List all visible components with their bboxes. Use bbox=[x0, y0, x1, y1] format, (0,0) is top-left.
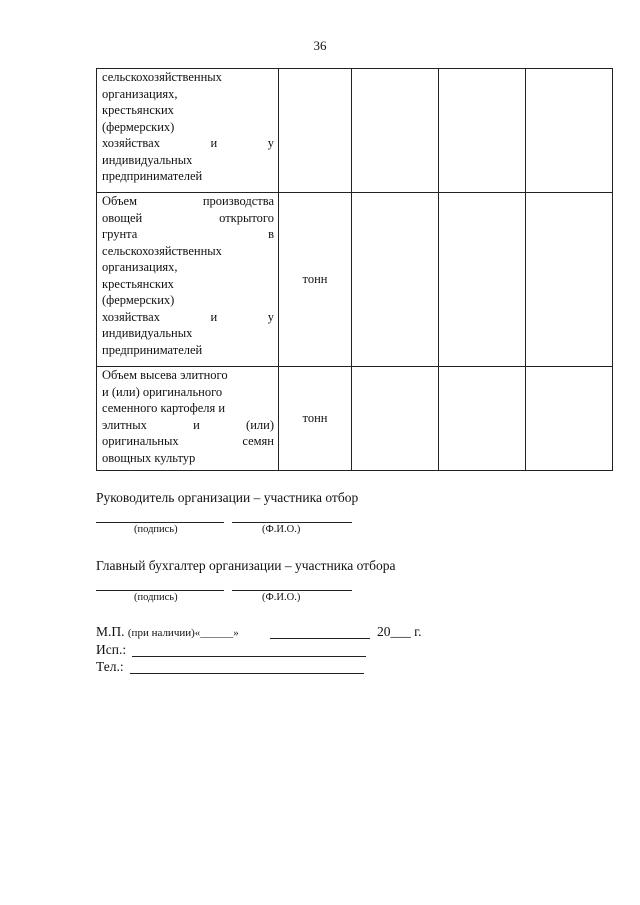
table-row bbox=[97, 193, 613, 367]
indicator-name-word: открытого bbox=[219, 210, 274, 225]
year-prefix: 20 bbox=[377, 624, 391, 639]
date-open-quote: « bbox=[194, 627, 201, 639]
indicator-name-line: индивидуальных bbox=[102, 326, 193, 340]
value-cell[interactable] bbox=[352, 367, 439, 471]
tel-label: Тел.: bbox=[96, 659, 124, 674]
value-cell[interactable] bbox=[439, 69, 526, 193]
indicator-name-line: сельскохозяйственных bbox=[102, 70, 222, 84]
indicator-name-line bbox=[102, 210, 274, 227]
indicator-name-word: и bbox=[210, 309, 218, 324]
unit-cell: тонн bbox=[279, 193, 352, 367]
indicator-name-cell bbox=[97, 367, 279, 471]
indicator-name-word: оригинальных bbox=[102, 434, 179, 448]
indicator-name-line bbox=[102, 417, 274, 434]
mp-note: (при наличии) bbox=[127, 627, 195, 639]
head-name-hint: (Ф.И.О.) bbox=[262, 524, 301, 535]
date-day-blank[interactable]: ______ bbox=[200, 627, 234, 639]
accountant-name-line[interactable] bbox=[232, 590, 352, 591]
indicator-name-line bbox=[102, 309, 274, 326]
year-blank[interactable]: ___ bbox=[390, 624, 411, 639]
mp-label: М.П. bbox=[96, 624, 125, 639]
isp-label: Исп.: bbox=[96, 642, 127, 657]
indicator-name-word: в bbox=[268, 227, 274, 241]
indicator-name-line: крестьянских bbox=[102, 103, 174, 117]
accountant-name-hint: (Ф.И.О.) bbox=[262, 592, 301, 603]
indicator-name-line: Объем высева элитного bbox=[102, 368, 228, 382]
chief-accountant-title: Главный бухгалтер организации – участника отбора bbox=[96, 558, 396, 573]
date-close-quote: » bbox=[233, 627, 239, 639]
table-row bbox=[97, 367, 613, 471]
value-cell[interactable] bbox=[439, 367, 526, 471]
accountant-signature-line[interactable] bbox=[96, 590, 224, 591]
indicator-name-word: грунта bbox=[102, 227, 138, 241]
indicator-name-word: у bbox=[267, 136, 274, 150]
table-row bbox=[97, 69, 613, 193]
isp-line[interactable] bbox=[132, 656, 366, 657]
indicator-name-word: хозяйствах bbox=[102, 309, 160, 324]
year-field bbox=[377, 624, 422, 640]
indicator-name-line: (фермерских) bbox=[102, 293, 175, 307]
indicator-name-line bbox=[102, 193, 274, 210]
indicator-name-cell bbox=[97, 69, 279, 193]
accountant-signature-hint: (подпись) bbox=[134, 592, 178, 603]
unit-cell: тонн bbox=[279, 367, 352, 471]
indicator-name-word: и bbox=[210, 136, 218, 150]
indicator-name-line bbox=[102, 226, 274, 243]
indicator-name-line: индивидуальных bbox=[102, 152, 193, 167]
indicator-name-word: у bbox=[267, 309, 274, 324]
indicator-name-line: и (или) оригинального bbox=[102, 384, 223, 399]
tel-line[interactable] bbox=[130, 673, 364, 674]
value-cell[interactable] bbox=[526, 69, 613, 193]
value-cell[interactable] bbox=[526, 367, 613, 471]
page-number: 36 bbox=[313, 38, 327, 53]
indicator-name-word: хозяйствах bbox=[102, 136, 160, 150]
indicator-name-line bbox=[102, 135, 274, 152]
value-cell[interactable] bbox=[439, 193, 526, 367]
indicator-name-line: предпринимателей bbox=[102, 342, 203, 357]
indicator-name-line: сельскохозяйственных bbox=[102, 243, 222, 258]
indicator-name-line: крестьянских bbox=[102, 276, 174, 291]
indicator-name-line: овощных культур bbox=[102, 450, 196, 465]
value-cell[interactable] bbox=[352, 69, 439, 193]
value-cell[interactable] bbox=[352, 193, 439, 367]
indicator-name-line: организациях, bbox=[102, 260, 178, 274]
year-suffix: г. bbox=[414, 624, 422, 639]
indicator-name-line: организациях, bbox=[102, 86, 178, 101]
indicator-name-word: элитных bbox=[102, 417, 147, 432]
indicator-name-line: семенного картофеля и bbox=[102, 401, 226, 415]
indicator-name-word: Объем bbox=[102, 194, 137, 208]
head-name-line[interactable] bbox=[232, 522, 352, 523]
head-signature-line[interactable] bbox=[96, 522, 224, 523]
head-signature-title: Руководитель организации – участника отбор bbox=[96, 490, 359, 505]
indicator-name-word: овощей bbox=[102, 210, 143, 225]
value-cell[interactable] bbox=[526, 193, 613, 367]
indicator-name-line bbox=[102, 433, 274, 450]
data-table bbox=[96, 68, 613, 471]
indicator-name-cell bbox=[97, 193, 279, 367]
date-month-line[interactable] bbox=[270, 638, 370, 639]
indicator-name-word: семян bbox=[242, 434, 274, 448]
indicator-name-word: (или) bbox=[246, 417, 274, 432]
unit-cell bbox=[279, 69, 352, 193]
head-signature-hint: (подпись) bbox=[134, 524, 178, 535]
mp-date-row bbox=[96, 624, 239, 640]
indicator-name-line: предпринимателей bbox=[102, 169, 203, 183]
indicator-name-word: и bbox=[193, 417, 200, 432]
indicator-name-word: производства bbox=[202, 194, 274, 208]
indicator-name-line: (фермерских) bbox=[102, 119, 175, 134]
